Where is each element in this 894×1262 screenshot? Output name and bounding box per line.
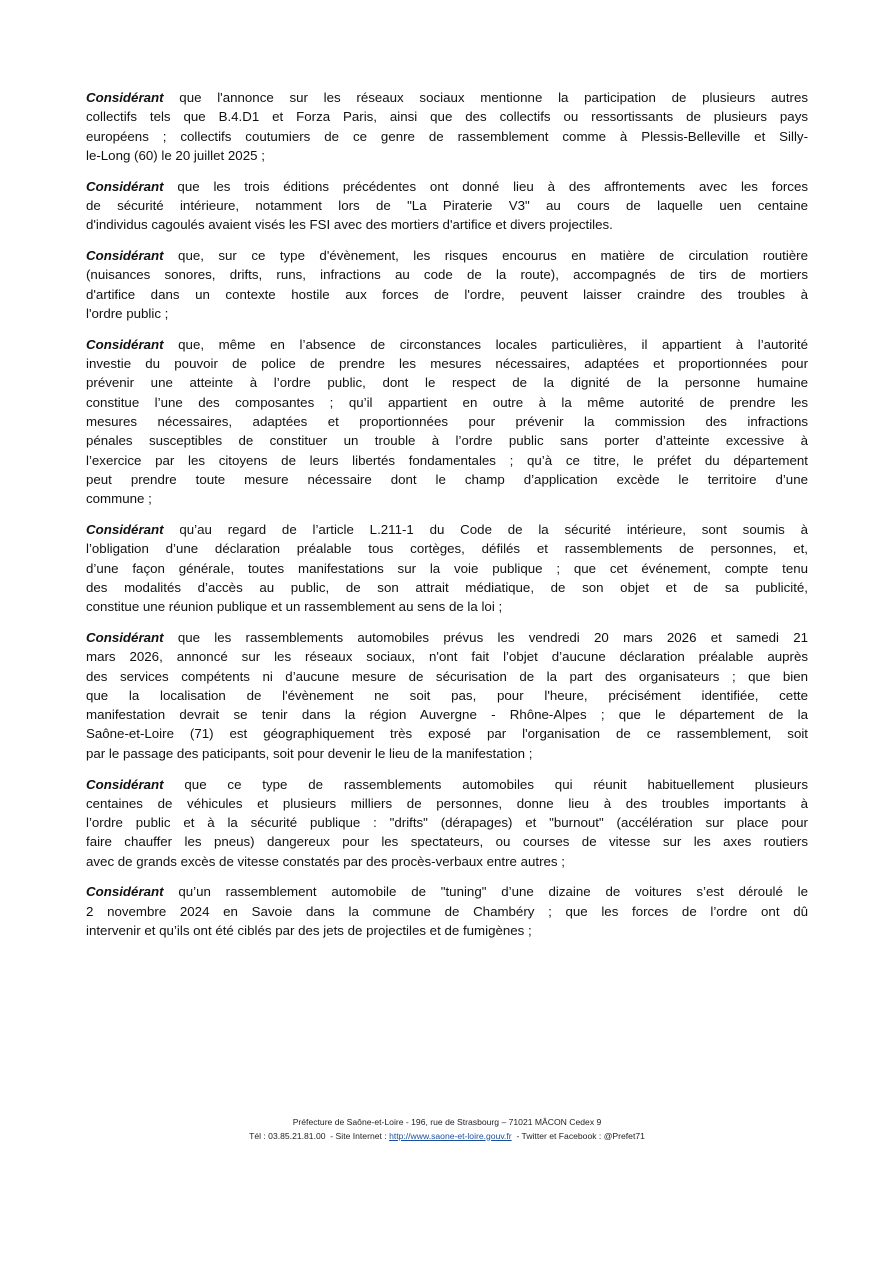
- considerant-paragraph: [86, 246, 808, 323]
- paragraph-line: d'individus cagoulés avaient visés les FSI avec des mortiers d'artifice et divers projectiles.: [86, 217, 613, 233]
- paragraph-line: faire chauffer les pneus) dangereux pour les spectateurs, ou courses de vitesse sur les axes routiers: [86, 834, 808, 850]
- lead-word: Considérant: [86, 776, 164, 792]
- paragraph-line: mars 2026, annoncé sur les réseaux sociaux, n'ont fait l’objet d’aucune déclaration préalable auprès: [86, 649, 808, 665]
- considerant-paragraph: [86, 628, 808, 763]
- lead-word: Considérant: [86, 336, 164, 352]
- considerant-paragraph: [86, 520, 808, 616]
- footer-contact: [0, 1130, 894, 1144]
- considerant-paragraph: [86, 775, 808, 871]
- paragraph-line: [86, 177, 808, 196]
- lead-word: Considérant: [86, 629, 164, 645]
- paragraph-line: l’obligation d’une déclaration préalable tous cortèges, défilés et rassemblements de personnes, et,: [86, 541, 808, 557]
- paragraph-line: l'ordre public ;: [86, 305, 169, 321]
- paragraph-line: investie du pouvoir de police de prendre les mesures nécessaires, adaptées et proportionnées pour: [86, 356, 808, 372]
- paragraph-line: (nuisances sonores, drifts, runs, infractions au code de la route), accompagnés de tirs de mortiers: [86, 267, 808, 283]
- paragraph-line: [86, 882, 808, 901]
- paragraph-line: avec de grands excès de vitesse constatés par des procès-verbaux entre autres ;: [86, 853, 565, 869]
- paragraph-line: intervenir et qu’ils ont été ciblés par des jets de projectiles et de fumigènes ;: [86, 923, 532, 939]
- paragraph-line: des services compétents ni d’aucune mesure de sécurisation de la part des organisateurs ; que bien: [86, 668, 808, 684]
- line-text: que les trois éditions précédentes ont donné lieu à des affrontements avec les forces: [163, 178, 808, 194]
- paragraph-line: que la localisation de l'évènement ne soit pas, pour l'heure, précisément identifiée, cette: [86, 687, 808, 703]
- document-body: [86, 88, 808, 952]
- considerant-paragraph: [86, 335, 808, 509]
- paragraph-line: l’ordre public et à la sécurité publique : "drifts" (dérapages) et "burnout" (accélération sur place pour: [86, 815, 808, 831]
- paragraph-line: commune ;: [86, 491, 152, 507]
- paragraph-line: manifestation devrait se tenir dans la région Auvergne - Rhône-Alpes ; que le département de la: [86, 707, 808, 723]
- considerant-paragraph: [86, 882, 808, 940]
- line-text: qu’un rassemblement automobile de "tuning" d’une dizaine de voitures s’est déroulé le: [163, 884, 808, 900]
- page-footer: [0, 1116, 894, 1143]
- paragraph-line: d’une façon générale, toutes manifestations sur la voie publique ; que cet événement, compte tenu: [86, 560, 808, 576]
- paragraph-line: de sécurité intérieure, notamment lors de "La Piraterie V3" au cours de laquelle uen centaine: [86, 197, 808, 213]
- line-text: que, même en l’absence de circonstances locales particulières, il appartient à l’autorité: [163, 336, 808, 352]
- paragraph-line: 2 novembre 2024 en Savoie dans la commune de Chambéry ; que les forces de l’ordre ont dû: [86, 903, 808, 919]
- paragraph-line: centaines de véhicules et plusieurs milliers de personnes, donne lieu à des troubles importants à: [86, 795, 808, 811]
- line-text: que les rassemblements automobiles prévus les vendredi 20 mars 2026 et samedi 21: [163, 629, 808, 645]
- lead-word: Considérant: [86, 90, 164, 105]
- paragraph-line: par le passage des paticipants, soit pour devenir le lieu de la manifestation ;: [86, 745, 533, 761]
- paragraph-line: l’exercice par les citoyens de leurs libertés fondamentales ; qu’à ce titre, le préfet du département: [86, 452, 808, 468]
- paragraph-line: d'artifice dans un contexte hostile aux forces de l'ordre, peuvent laisser craindre des troubles à: [86, 286, 808, 302]
- line-text: qu’au regard de l’article L.211-1 du Code de la sécurité intérieure, sont soumis à: [163, 521, 808, 537]
- website-link[interactable]: http://www.saone-et-loire.gouv.fr: [389, 1130, 512, 1141]
- paragraph-line: [86, 88, 808, 107]
- considerant-paragraph: [86, 88, 808, 165]
- paragraph-line: Saône-et-Loire (71) est géographiquement très exposé par l'organisation de ce rassemblement, soit: [86, 726, 808, 742]
- paragraph-line: constitue l’une des composantes ; qu’il appartient en outre à la même autorité de prendre les: [86, 394, 808, 410]
- lead-word: Considérant: [86, 178, 164, 194]
- line-text: que ce type de rassemblements automobiles qui réunit habituellement plusieurs: [163, 776, 808, 792]
- paragraph-line: [86, 628, 808, 647]
- paragraph-line: le-Long (60) le 20 juillet 2025 ;: [86, 147, 265, 163]
- paragraph-line: prévenir une atteinte à l’ordre public, dont le respect de la dignité de la personne humaine: [86, 375, 808, 391]
- paragraph-line: [86, 775, 808, 794]
- considerant-paragraph: [86, 177, 808, 235]
- paragraph-line: [86, 335, 808, 354]
- lead-word: Considérant: [86, 521, 164, 537]
- paragraph-line: européens ; collectifs coutumiers de ce genre de rassemblement comme à Plessis-Belleville et Silly-: [86, 128, 808, 144]
- paragraph-line: mesures nécessaires, adaptées et proportionnées pour prévenir la commission des infractions: [86, 413, 808, 429]
- paragraph-line: peut prendre toute mesure nécessaire dont le champ d’application excède le territoire d’une: [86, 471, 808, 487]
- paragraph-line: [86, 520, 808, 539]
- lead-word: Considérant: [86, 884, 164, 900]
- line-text: que, sur ce type d'évènement, les risques encourus en matière de circulation routière: [163, 248, 808, 264]
- paragraph-line: [86, 246, 808, 265]
- paragraph-line: des modalités d’accès au public, de son attrait médiatique, de son objet et de sa publicité,: [86, 579, 808, 595]
- paragraph-line: pénales susceptibles de constituer un trouble à l’ordre public sans porter d’atteinte excessive à: [86, 433, 808, 449]
- lead-word: Considérant: [86, 248, 164, 264]
- footer-address: Préfecture de Saône-et-Loire - 196, rue de Strasbourg – 71021 MÂCON Cedex 9: [292, 1117, 602, 1127]
- footer-phone: Tél : 03.85.21.81.00 - Site Internet :: [249, 1130, 390, 1141]
- paragraph-line: constitue une réunion publique et un rassemblement au sens de la loi ;: [86, 599, 503, 615]
- footer-social: - Twitter et Facebook : @Prefet71: [511, 1130, 645, 1141]
- line-text: que l'annonce sur les réseaux sociaux mentionne la participation de plusieurs autres: [163, 90, 808, 105]
- paragraph-line: collectifs tels que B.4.D1 et Forza Paris, ainsi que des collectifs ou ressortissants de plusieurs pays: [86, 109, 808, 125]
